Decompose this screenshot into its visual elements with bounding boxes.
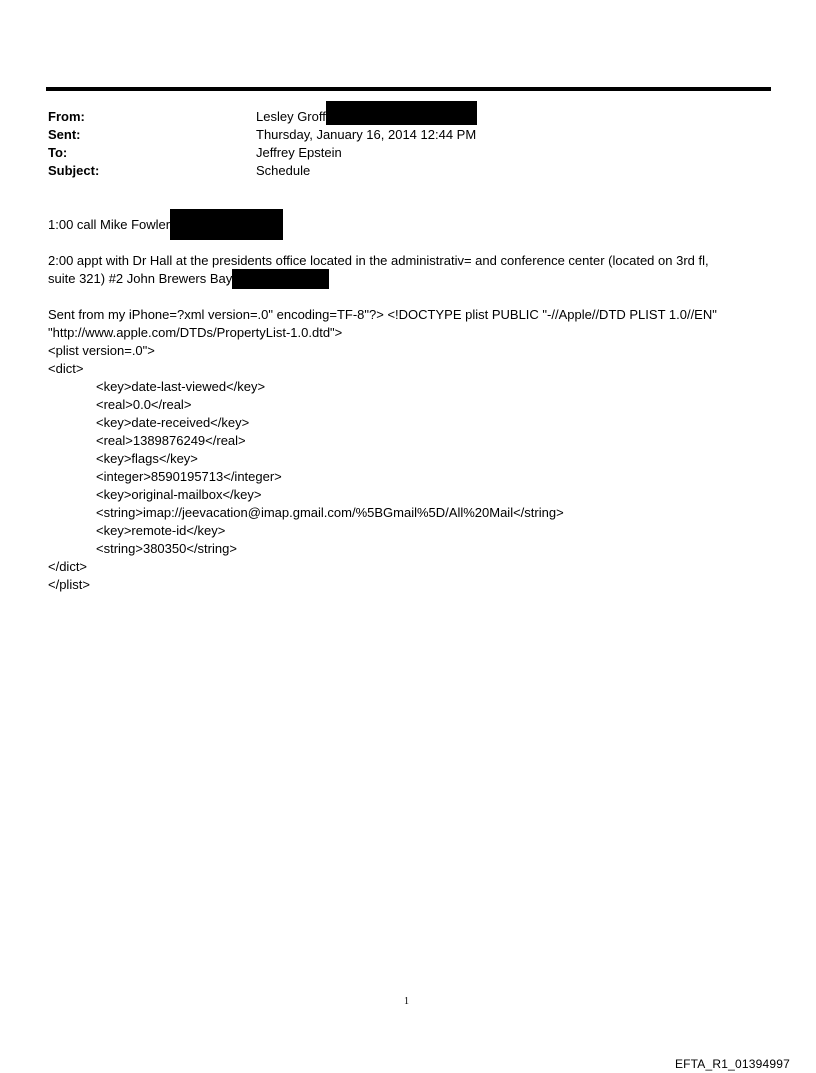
plist-line: <key>date-received</key> [96,415,250,430]
subject-value: Schedule [256,163,311,178]
to-value: Jeffrey Epstein [256,145,342,160]
plist-line: <key>remote-id</key> [96,523,226,538]
subject-label: Subject: [48,163,100,178]
to-label: To: [48,145,68,160]
redaction-box [232,269,329,289]
plist-line: <real>1389876249</real> [96,433,246,448]
email-header [48,108,477,180]
appointment-line-2: suite 321) #2 John Brewers Bay [48,271,233,286]
plist-line: <integer>8590195713</integer> [96,469,282,484]
plist-line: <string>imap://jeevacation@imap.gmail.com/%5BGmail%5D/All%20Mail</string> [96,505,564,520]
plist-line: </dict> [48,559,88,574]
to-row [48,144,477,162]
plist-line: <real>0.0</real> [96,397,192,412]
plist-line: <key>original-mailbox</key> [96,487,262,502]
redaction-box [170,209,283,240]
plist-line: <dict> [48,361,84,376]
plist-block [48,306,717,594]
document-id: EFTA_R1_01394997 [674,1057,790,1071]
body-line-call [48,216,283,240]
plist-line: <key>date-last-viewed</key> [96,379,266,394]
plist-line: <key>flags</key> [96,451,198,466]
sent-row [48,126,477,144]
plist-line: Sent from my iPhone=?xml version=.0" encoding=TF-8"?> <!DOCTYPE plist PUBLIC "-//Apple//DTD PLIST 1.0//EN" [48,307,717,322]
header-rule [46,87,771,91]
from-row [48,108,477,126]
from-label: From: [48,109,85,124]
page-number: 1 [404,996,409,1007]
redaction-box [326,101,477,125]
appointment-line-1: 2:00 appt with Dr Hall at the presidents office located in the administrativ= and conference center (located on 3rd fl, [48,253,709,268]
plist-line: <plist version=.0"> [48,343,155,358]
plist-line: "http://www.apple.com/DTDs/PropertyList-1.0.dtd"> [48,325,343,340]
sent-label: Sent: [48,127,81,142]
body-appointment [48,252,709,289]
plist-line: <string>380350</string> [96,541,237,556]
sent-value: Thursday, January 16, 2014 12:44 PM [256,127,477,142]
subject-row [48,162,477,180]
from-value: Lesley Groff [256,109,326,124]
plist-line: </plist> [48,577,90,592]
call-text: 1:00 call Mike Fowler [48,217,171,232]
